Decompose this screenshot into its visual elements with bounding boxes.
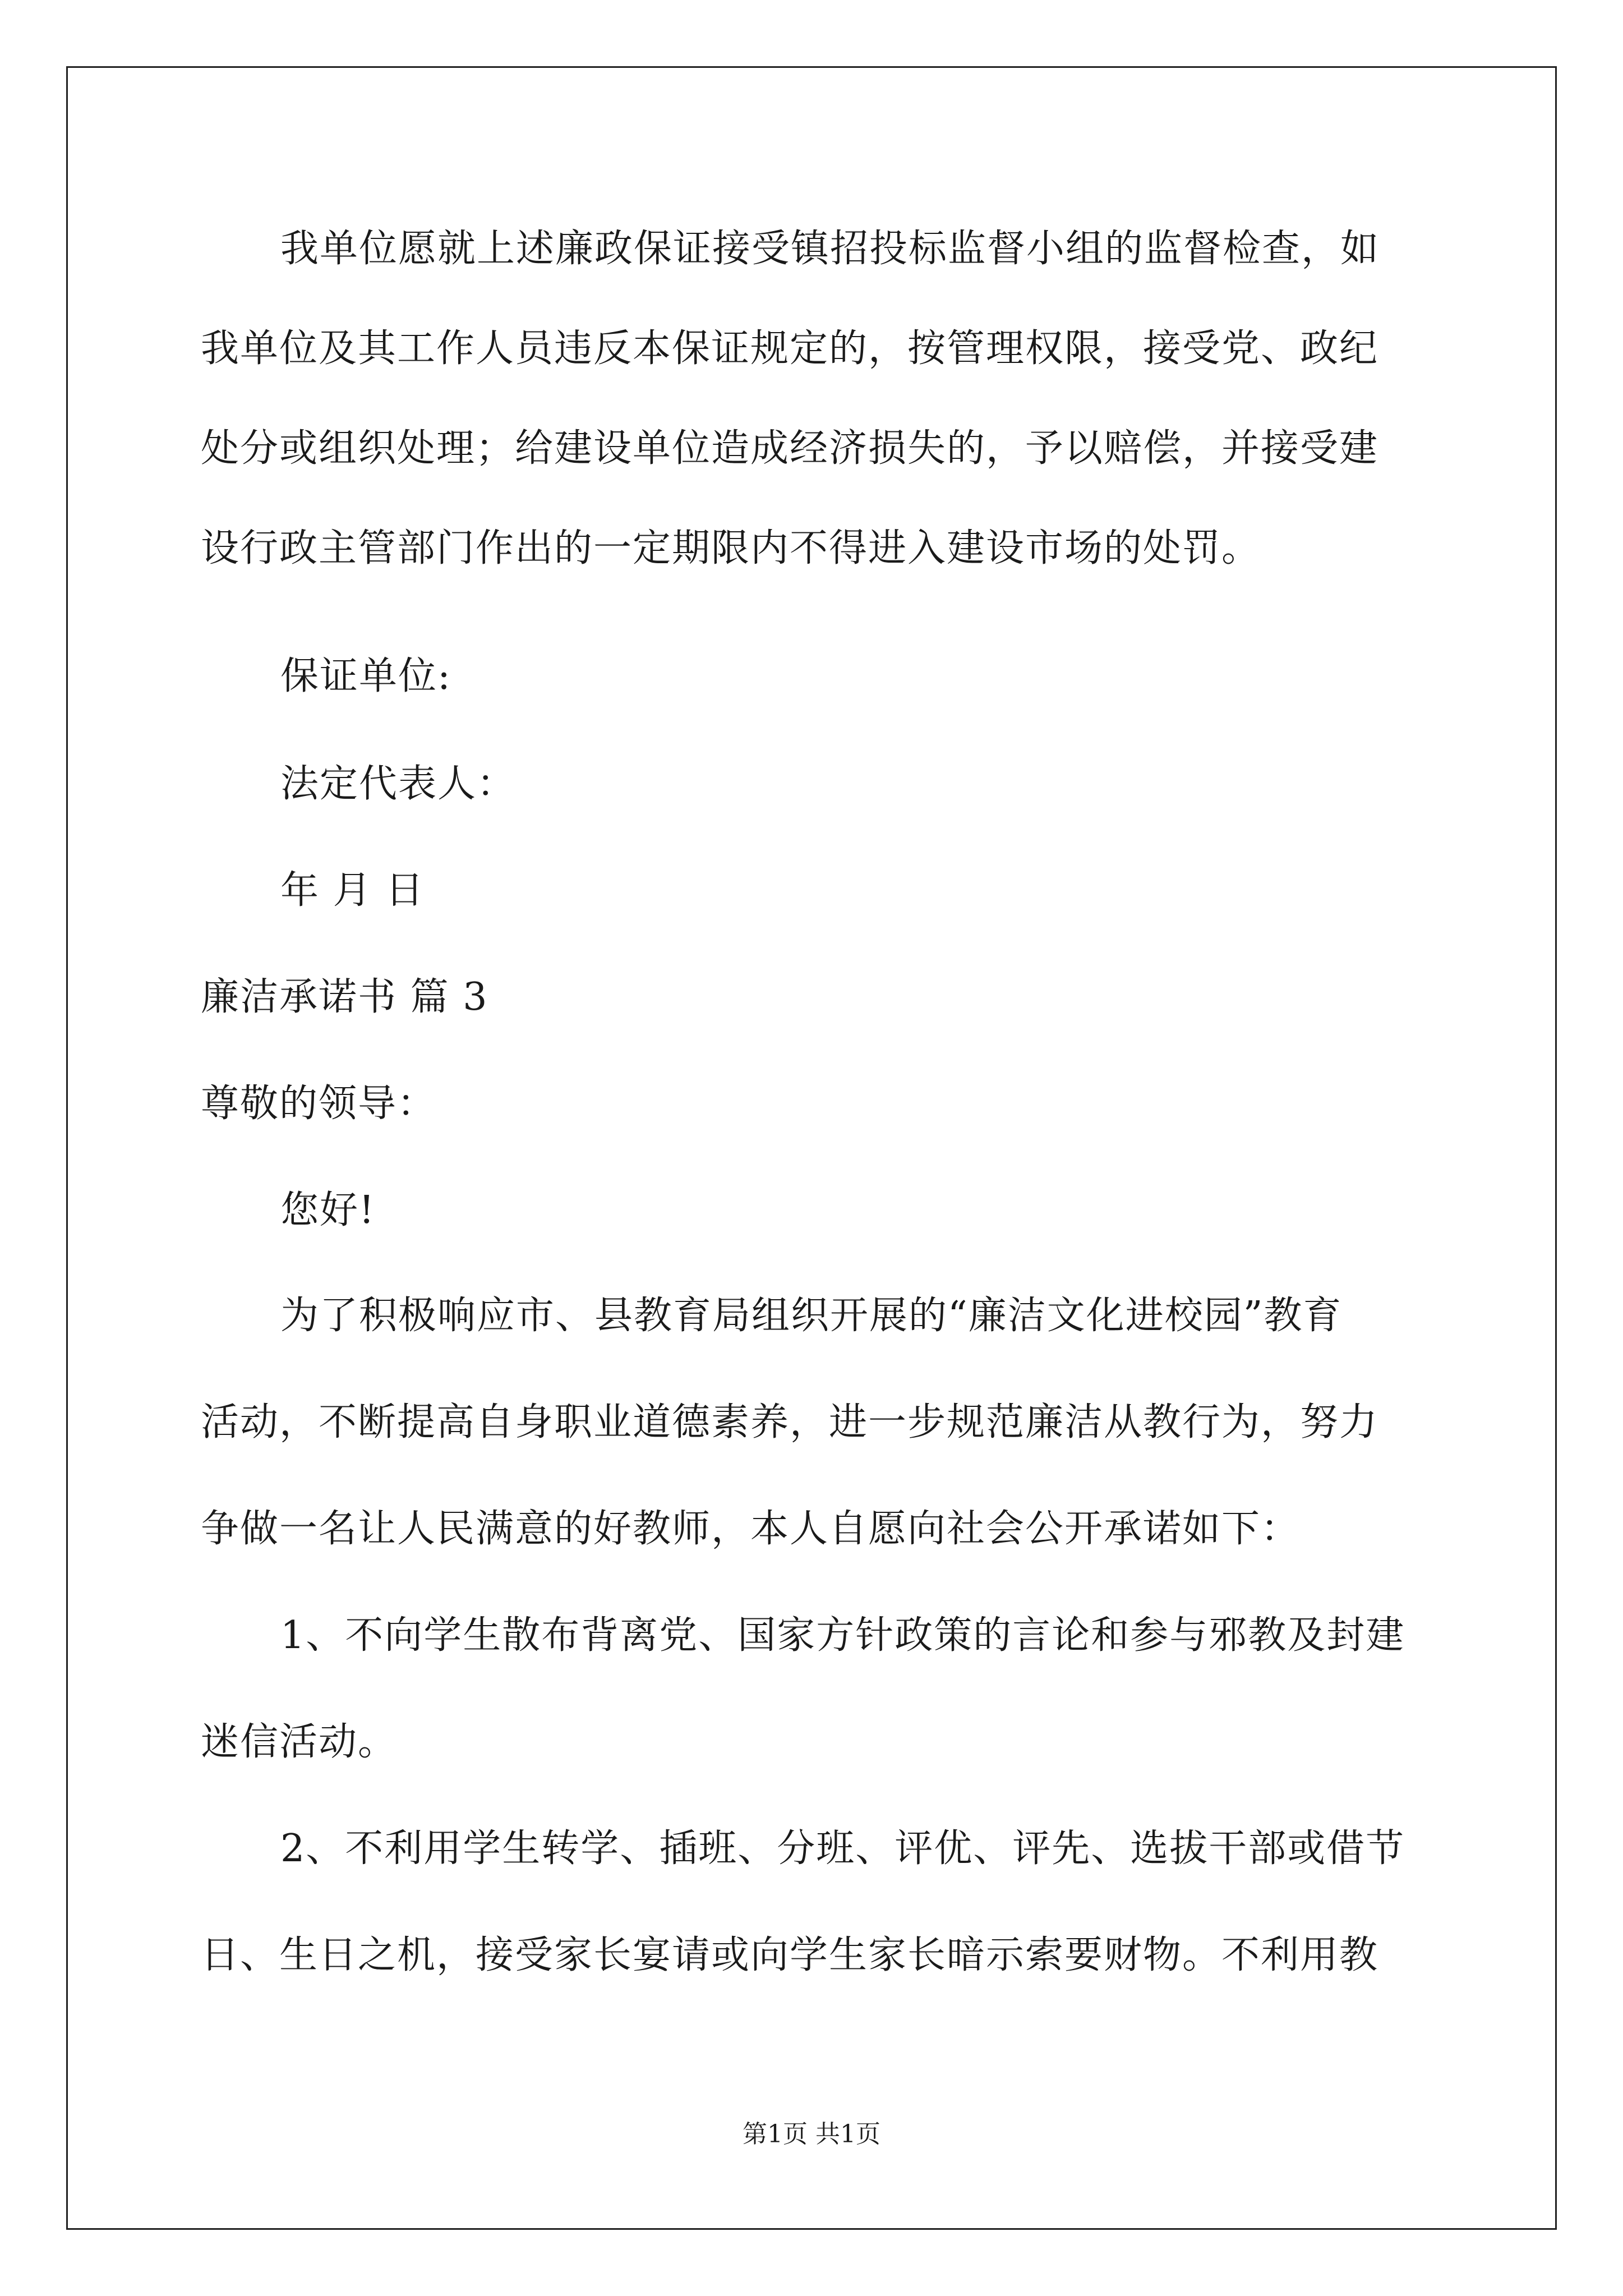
list-item: 日、生日之机，接受家长宴请或向学生家长暗示索要财物。不利用教 bbox=[201, 1933, 1379, 1977]
list-item: 2、不利用学生转学、插班、分班、评优、评先、选拔干部或借节 bbox=[280, 1826, 1405, 1871]
page-border bbox=[66, 66, 1557, 2230]
paragraph-line: 为了积极响应市、县教育局组织开展的“廉洁文化进校园”教育 bbox=[280, 1294, 1343, 1338]
paragraph-line: 我单位愿就上述廉政保证接受镇招投标监督小组的监督检查，如 bbox=[280, 227, 1380, 271]
list-item: 迷信活动。 bbox=[201, 1720, 398, 1764]
paragraph-line: 活动，不断提高自身职业道德素养，进一步规范廉洁从教行为，努力 bbox=[201, 1400, 1379, 1444]
guarantor-label: 保证单位: bbox=[280, 654, 451, 698]
date-label: 年 月 日 bbox=[280, 868, 425, 913]
section-heading: 廉洁承诺书 篇 3 bbox=[201, 975, 488, 1019]
paragraph-line: 设行政主管部门作出的一定期限内不得进入建设市场的处罚。 bbox=[201, 526, 1261, 570]
list-item: 1、不向学生散布背离党、国家方针政策的言论和参与邪教及封建 bbox=[280, 1613, 1405, 1658]
legal-representative-label: 法定代表人： bbox=[280, 762, 517, 806]
paragraph-line: 我单位及其工作人员违反本保证规定的，按管理权限，接受党、政纪 bbox=[201, 326, 1379, 371]
paragraph-line: 争做一名让人民满意的好教师，本人自愿向社会公开承诺如下： bbox=[201, 1507, 1301, 1551]
page-footer: 第1页 共1页 bbox=[743, 2120, 880, 2148]
paragraph-line: 处分或组织处理；给建设单位造成经济损失的，予以赔偿，并接受建 bbox=[201, 426, 1379, 471]
salutation: 尊敬的领导： bbox=[201, 1082, 437, 1126]
greeting: 您好! bbox=[280, 1188, 376, 1232]
